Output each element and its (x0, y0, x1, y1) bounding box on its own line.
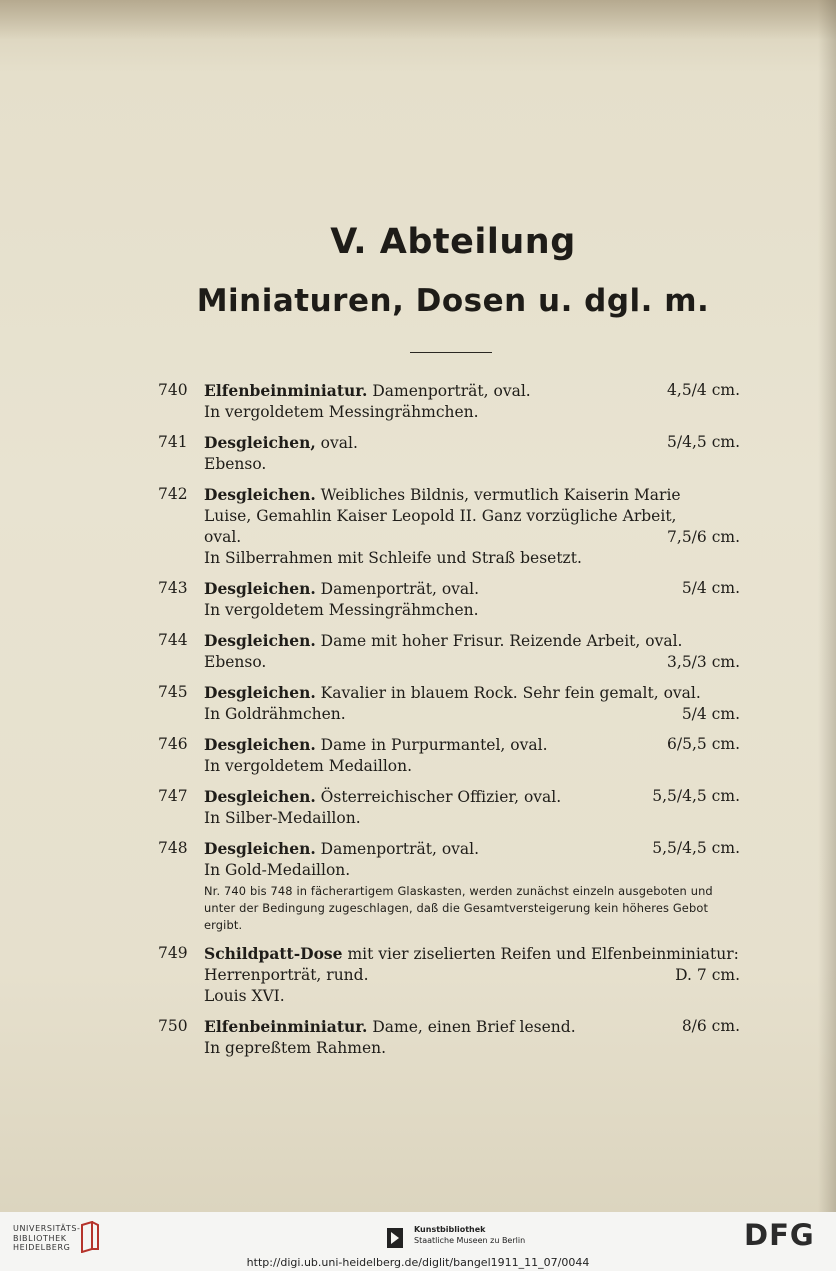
entry-description: Dame, einen Brief lesend. (367, 1018, 576, 1036)
entry-number: 749 (158, 944, 188, 962)
entry-line (204, 1016, 740, 1038)
entry-text (204, 578, 672, 600)
catalog-entry (158, 734, 740, 777)
entry-line (204, 506, 740, 527)
entry-description: oval. (204, 528, 242, 546)
entry-line (204, 402, 740, 423)
entry-text (204, 600, 740, 621)
entry-description: Luise, Gemahlin Kaiser Leopold II. Ganz vorzügliche Arbeit, (204, 507, 677, 525)
entry-title: Elfenbeinminiatur. (204, 381, 368, 400)
kunstbibliothek-label (414, 1224, 525, 1246)
catalog-entry (158, 432, 740, 475)
entry-number: 741 (158, 433, 188, 451)
entry-description: In vergoldetem Medaillon. (204, 757, 413, 775)
entry-description: In vergoldetem Messingrähmchen. (204, 403, 479, 421)
catalog-entries (158, 380, 740, 1068)
entry-text (204, 808, 740, 829)
entry-text (204, 548, 740, 569)
entry-text (204, 527, 657, 548)
catalog-entry (158, 578, 740, 621)
catalog-entry (158, 943, 740, 1007)
entry-line (204, 454, 740, 475)
entry-text (204, 734, 657, 756)
entry-number: 740 (158, 381, 188, 399)
university-line: BIBLIOTHEK (13, 1233, 67, 1243)
entry-text (204, 682, 740, 704)
entry-line (204, 484, 740, 506)
entry-description: Damenporträt, oval. (367, 382, 531, 400)
entry-line (204, 380, 740, 402)
entry-description: In Silberrahmen mit Schleife und Straß besetzt. (204, 549, 582, 567)
entry-text (204, 986, 740, 1007)
university-library-name (13, 1224, 81, 1253)
entry-text (204, 965, 665, 986)
entry-line (204, 943, 740, 965)
entry-line (204, 600, 740, 621)
entry-dimensions: 6/5,5 cm. (667, 735, 740, 753)
entry-title: Desgleichen. (204, 787, 316, 806)
university-line: UNIVERSITÄTS- (13, 1224, 81, 1233)
catalog-entry (158, 682, 740, 725)
entry-title: Elfenbeinminiatur. (204, 1017, 368, 1036)
entry-dimensions: 5,5/4,5 cm. (652, 839, 740, 857)
entry-text (204, 506, 740, 527)
entry-line (204, 965, 740, 986)
entry-line (204, 652, 740, 673)
entry-description: mit vier ziselierten Reifen und Elfenbeinminiatur: (342, 945, 739, 963)
entry-description: Kavalier in blauem Rock. Sehr fein gemalt, oval. (315, 684, 701, 702)
catalog-entry (158, 380, 740, 423)
entry-number: 747 (158, 787, 188, 805)
entry-description: In gepreßtem Rahmen. (204, 1039, 387, 1057)
entry-number: 745 (158, 683, 188, 701)
catalog-entry (158, 484, 740, 569)
entry-title: Desgleichen. (204, 485, 316, 504)
entry-number: 744 (158, 631, 188, 649)
entry-line (204, 432, 740, 454)
entry-text (204, 1038, 740, 1059)
entry-text (204, 380, 657, 402)
entry-title: Desgleichen. (204, 683, 316, 702)
entry-description: Ebenso. (204, 653, 267, 671)
entry-description: Weibliches Bildnis, vermutlich Kaiserin Marie (315, 486, 681, 504)
entry-description: Damenporträt, oval. (315, 840, 480, 858)
entry-dimensions: 8/6 cm. (681, 1017, 740, 1035)
entry-description: In Silber-Medaillon. (204, 809, 361, 827)
entry-title: Desgleichen. (204, 631, 316, 650)
entry-text (204, 860, 740, 881)
footer-bar (0, 1212, 836, 1271)
entry-dimensions: 5/4 cm. (681, 579, 740, 597)
entry-line (204, 734, 740, 756)
entry-line (204, 808, 740, 829)
entry-text (204, 432, 657, 454)
catalog-entry (158, 786, 740, 829)
entry-line (204, 630, 740, 652)
entry-description: Herrenporträt, rund. (204, 966, 369, 984)
entry-line (204, 682, 740, 704)
entry-note: Nr. 740 bis 748 in fächerartigem Glaskasten, werden zunächst einzeln ausgeboten und unter der Bedingung zugeschlagen, daß die Gesamtversteigerung kein höheres Gebot ergibt. (204, 884, 713, 932)
entry-description: Ebenso. (204, 455, 267, 473)
entry-text (204, 704, 672, 725)
entry-title: Desgleichen. (204, 735, 316, 754)
source-url-link[interactable]: http://digi.ub.uni-heidelberg.de/diglit/bangel1911_11_07/0044 (246, 1256, 590, 1269)
catalog-entry (158, 1016, 740, 1059)
entry-description: Louis XVI. (204, 987, 285, 1005)
entry-text (204, 943, 740, 965)
entry-number: 750 (158, 1017, 188, 1035)
entry-line (204, 578, 740, 600)
entry-line (204, 756, 740, 777)
entry-text (204, 630, 740, 652)
section-heading: V. Abteilung (330, 222, 576, 262)
kunstbibliothek-logo-icon (386, 1227, 404, 1249)
entry-dimensions: 3,5/3 cm. (667, 653, 740, 671)
entry-title: Desgleichen. (204, 839, 316, 858)
university-line: HEIDELBERG (13, 1243, 71, 1252)
entry-dimensions: 5/4 cm. (681, 705, 740, 723)
entry-title: Desgleichen. (204, 579, 316, 598)
catalog-entry (158, 630, 740, 673)
catalog-entry (158, 838, 740, 934)
entry-number: 743 (158, 579, 188, 597)
dfg-logo: DFG (744, 1218, 815, 1252)
heading-rule (410, 352, 492, 353)
entry-line (204, 548, 740, 569)
entry-text (204, 454, 740, 475)
entry-text (204, 402, 740, 423)
entry-description: Dame mit hoher Frisur. Reizende Arbeit, oval. (315, 632, 683, 650)
entry-text (204, 756, 740, 777)
entry-dimensions: 4,5/4 cm. (667, 381, 740, 399)
section-subtitle: Miniaturen, Dosen u. dgl. m. (196, 283, 710, 319)
entry-text (204, 652, 657, 673)
entry-line (204, 1038, 740, 1059)
entry-line (204, 786, 740, 808)
heidelberg-logo-icon (78, 1221, 100, 1253)
entry-text (204, 484, 740, 506)
kunstbibliothek-title: Kunstbibliothek (414, 1225, 486, 1234)
entry-description: Dame in Purpurmantel, oval. (315, 736, 548, 754)
kunstbibliothek-subtitle: Staatliche Museen zu Berlin (414, 1236, 526, 1245)
entry-title: Desgleichen, (204, 433, 316, 452)
entry-line (204, 838, 740, 860)
entry-description: In Gold-Medaillon. (204, 861, 351, 879)
entry-description: In Goldrähmchen. (204, 705, 346, 723)
entry-line (204, 704, 740, 725)
entry-line (204, 527, 740, 548)
entry-description: oval. (315, 434, 358, 452)
entry-description: In vergoldetem Messingrähmchen. (204, 601, 479, 619)
entry-text (204, 838, 642, 860)
entry-dimensions: 5/4,5 cm. (667, 433, 740, 451)
entry-number: 742 (158, 485, 188, 503)
entry-dimensions: 7,5/6 cm. (667, 528, 740, 546)
entry-text (204, 786, 642, 808)
entry-description: Österreichischer Offizier, oval. (315, 788, 562, 806)
entry-text (204, 1016, 672, 1038)
entry-line (204, 986, 740, 1007)
entry-dimensions: 5,5/4,5 cm. (652, 787, 740, 805)
entry-title: Schildpatt-Dose (204, 944, 343, 963)
entry-line (204, 860, 740, 881)
entry-description: Damenporträt, oval. (315, 580, 480, 598)
entry-dimensions: D. 7 cm. (675, 966, 740, 984)
entry-number: 748 (158, 839, 188, 857)
entry-number: 746 (158, 735, 188, 753)
